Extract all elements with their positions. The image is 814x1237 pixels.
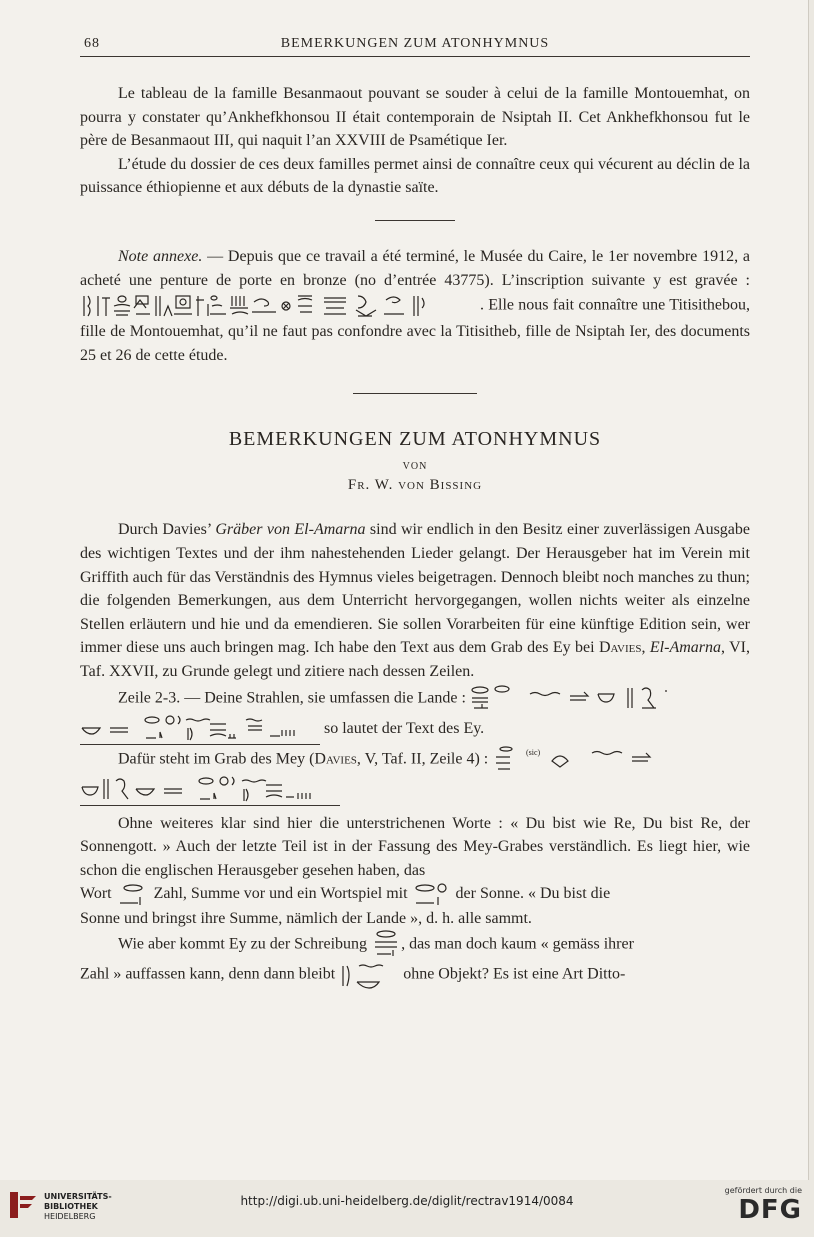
text-run: Wie aber kommt Ey zu der Schreibung (118, 935, 368, 953)
zeile-2-3 (80, 684, 750, 745)
note-label: Note annexe. (118, 247, 203, 265)
text-run: Zahl, Summe vor und ein Wortspiel mit (153, 885, 408, 903)
book-title: El-Amarna (649, 639, 722, 657)
note-text: — Depuis que ce travail a été terminé, le Musée du Caire, le 1er novembre 1912, a acheté une penture de porte en bronze (no d’entrée 43775). L’inscription suivante y est gravée : (80, 247, 750, 289)
text-run: sind wir endlich in den Besitz einer zuverlässigen Ausgabe des wichtigen Textes und der ihm nahestehenden Lieder gelangt. Der Herausgeber hat im Verein mit Griffith auch für das Verständnis des Hymnus vieles beigetragen. Dennoch bleibt noch manches zu thun; die folgenden Bemerkungen, aus dem Unterricht hervorgegangen, wollen nichts weiter als einzelne Stellen erläutern und hie und da emendieren. Sie sollen Vorarbeiten für eine künftige Edition sein, wer immer diese uns auch bringen mag. Ich habe den Text aus dem Grab des Ey bei (80, 521, 750, 657)
text-run: so lautet der Text des Ey. (324, 719, 485, 737)
hieroglyph-zahl-icon (116, 883, 150, 907)
page-number: 68 (84, 36, 100, 51)
funded-by-label: gefördert durch die (724, 1186, 802, 1195)
article-title: BEMERKUNGEN ZUM ATONHYMNUS (228, 428, 602, 451)
text-run: Durch Davies’ (118, 521, 216, 539)
hieroglyph-group-icon (492, 745, 682, 775)
library-name-line: UNIVERSITÄTS- (44, 1192, 112, 1201)
hieroglyph-group-icon (80, 775, 340, 806)
paragraph (80, 930, 750, 960)
note-paragraph (80, 245, 750, 367)
hieroglyph-schreibung-icon (371, 930, 401, 960)
library-name-line: BIBLIOTHEK (44, 1202, 98, 1211)
hieroglyph-line (80, 714, 750, 745)
sic-label: (sic) (526, 747, 541, 757)
section-divider (353, 393, 477, 394)
text-run: ohne Objekt? Es ist eine Art Ditto- (403, 965, 626, 983)
section-divider (375, 220, 455, 221)
paragraph: L’étude du dossier de ces deux familles permet ainsi de connaître ceux qui vécurent au déclin de la puissance éthiopienne et aux débuts de la dynastie saïte. (80, 155, 750, 197)
text-run: , V, Taf. II, Zeile 4) : (356, 750, 489, 768)
permalink-url[interactable]: http://digi.ub.uni-heidelberg.de/diglit/rectrav1914/0084 (240, 1194, 574, 1208)
text-run: Zahl » auffassen kann, denn dann bleibt (80, 965, 336, 983)
article-author: Fr. W. von Bissing (347, 477, 483, 494)
paragraph-continued (80, 882, 750, 906)
hieroglyph-group-icon (470, 684, 690, 714)
running-title: BEMERKUNGEN ZUM ATONHYMNUS (280, 36, 550, 51)
paragraph: Le tableau de la famille Besanmaout pouvant se souder à celui de la famille Montouemhat, on pourra y constater qu’Ankhefkhonsou II était contemporain de Nsiptah II. Cet Ankhefkhonsou fut le père de Besanmaout III, qui naquit l’an XXVIII de Psamétique Ier. (80, 85, 750, 150)
text-run: der Sonne. « Du bist die (455, 885, 611, 903)
paragraph-continued: Sonne und bringst ihre Summe, nämlich der Lande », d. h. alle sammt. (80, 909, 532, 927)
text-run: , das man doch kaum « gemäss ihrer (401, 935, 634, 953)
text-run: Wort (80, 885, 112, 903)
running-header (80, 36, 750, 57)
text-run: Dafür steht im Grab des Mey ( (118, 750, 315, 768)
article-byline-von: VON (402, 461, 428, 473)
page-body (80, 82, 750, 990)
text-run: , VI, Taf. XXVII, zu Grunde gelegt und zitiere nach dessen Zeilen. (80, 639, 751, 680)
paragraph-continued (80, 960, 750, 990)
text-run: Zeile 2-3. — Deine Strahlen, sie umfassen die Lande : (118, 689, 466, 707)
book-title: Gräber von El-Amarna (215, 521, 366, 539)
paragraph: Ohne weiteres klar sind hier die unterstrichenen Worte : « Du bist wie Re, Du bist Re, der Sonnengott. » Auch der letzte Teil ist in der Fassung des Mey-Grabes verständlich. Es liegt hier, wie schon die englischen Herausgeber gesehen haben, das (80, 814, 750, 879)
hieroglyph-group-icon (80, 714, 320, 745)
hieroglyph-object-icon (339, 960, 399, 990)
author-ref: Davies (314, 750, 357, 768)
note-text: . Elle nous fait connaître une Titisithebou, fille de Montouemhat, qu’il ne faut pas confondre avec la Titisitheb, fille de Nsiptah Ier, des documents 25 et 26 de cette étude. (80, 296, 750, 364)
hieroglyph-sun-icon (412, 883, 452, 907)
dfg-logo-text: DFG (738, 1195, 802, 1225)
funder-logo[interactable] (725, 1186, 802, 1225)
library-name-line: HEIDELBERG (44, 1212, 96, 1221)
hieroglyph-line (80, 775, 750, 806)
hieroglyph-inscription-icon (80, 292, 480, 320)
author-ref: Davies (598, 639, 642, 657)
zeile-mey (80, 745, 750, 806)
text-run: , (641, 639, 650, 657)
paragraph (80, 518, 750, 683)
viewer-footer (0, 1180, 814, 1237)
